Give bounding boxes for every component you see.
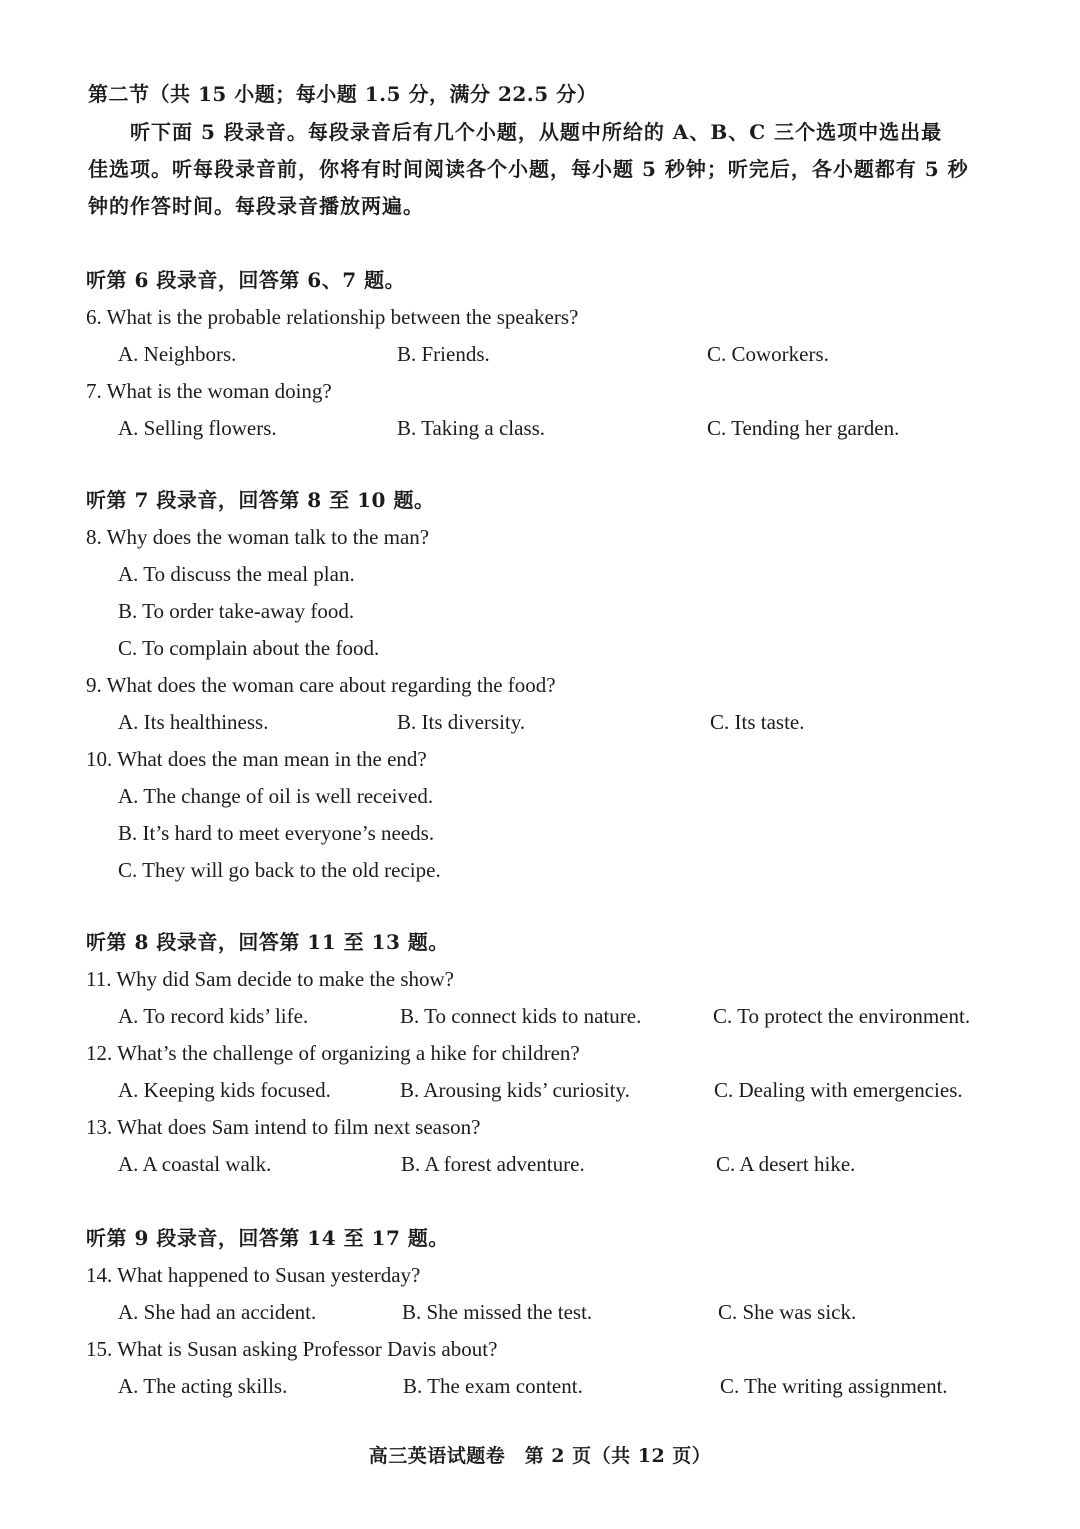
- q6-option-b: B. Friends.: [397, 342, 490, 366]
- question-11: 11. Why did Sam decide to make the show?: [86, 967, 455, 991]
- question-8: 8. Why does the woman talk to the man?: [86, 525, 430, 549]
- question-9: 9. What does the woman care about regarding the food?: [86, 673, 556, 697]
- q8-option-a: A. To discuss the meal plan.: [118, 562, 355, 586]
- q15-option-b: B. The exam content.: [403, 1374, 583, 1398]
- segment-8-heading: 听第 8 段录音，回答第 11 至 13 题。: [86, 930, 449, 954]
- q6-option-a: A. Neighbors.: [118, 342, 237, 366]
- question-7: 7. What is the woman doing?: [86, 379, 332, 403]
- q7-option-a: A. Selling flowers.: [118, 416, 277, 440]
- question-15: 15. What is Susan asking Professor Davis about?: [86, 1337, 498, 1361]
- q14-option-b: B. She missed the test.: [402, 1300, 593, 1324]
- instructions-line-1: 听下面 5 段录音。每段录音后有几个小题，从题中所给的 A、B、C 三个选项中选出最: [130, 120, 943, 144]
- instructions-line-2: 佳选项。听每段录音前，你将有时间阅读各个小题，每小题 5 秒钟；听完后，各小题都有 5 秒: [88, 157, 969, 181]
- instructions-line-3: 钟的作答时间。每段录音播放两遍。: [88, 194, 424, 218]
- q12-option-a: A. Keeping kids focused.: [118, 1078, 331, 1102]
- q10-option-a: A. The change of oil is well received.: [118, 784, 434, 808]
- q9-option-c: C. Its taste.: [710, 710, 805, 734]
- q6-option-c: C. Coworkers.: [707, 342, 829, 366]
- question-10: 10. What does the man mean in the end?: [86, 747, 427, 771]
- q9-option-a: A. Its healthiness.: [118, 710, 269, 734]
- segment-7-heading: 听第 7 段录音，回答第 8 至 10 题。: [86, 488, 435, 512]
- segment-6-heading: 听第 6 段录音，回答第 6、7 题。: [86, 268, 406, 292]
- q15-option-a: A. The acting skills.: [118, 1374, 288, 1398]
- question-13: 13. What does Sam intend to film next season?: [86, 1115, 481, 1139]
- q13-option-a: A. A coastal walk.: [118, 1152, 272, 1176]
- q8-option-c: C. To complain about the food.: [118, 636, 380, 660]
- q13-option-c: C. A desert hike.: [716, 1152, 856, 1176]
- q8-option-b: B. To order take-away food.: [118, 599, 355, 623]
- question-12: 12. What’s the challenge of organizing a hike for children?: [86, 1041, 580, 1065]
- q14-option-c: C. She was sick.: [718, 1300, 857, 1324]
- q9-option-b: B. Its diversity.: [397, 710, 526, 734]
- question-14: 14. What happened to Susan yesterday?: [86, 1263, 421, 1287]
- q12-option-c: C. Dealing with emergencies.: [714, 1078, 963, 1102]
- page-footer: 高三英语试题卷 第 2 页（共 12 页）: [368, 1445, 712, 1467]
- q11-option-b: B. To connect kids to nature.: [400, 1004, 642, 1028]
- q10-option-c: C. They will go back to the old recipe.: [118, 858, 441, 882]
- q15-option-c: C. The writing assignment.: [720, 1374, 948, 1398]
- q11-option-c: C. To protect the environment.: [713, 1004, 971, 1028]
- q7-option-b: B. Taking a class.: [397, 416, 546, 440]
- q12-option-b: B. Arousing kids’ curiosity.: [400, 1078, 630, 1102]
- segment-9-heading: 听第 9 段录音，回答第 14 至 17 题。: [86, 1226, 449, 1250]
- q10-option-b: B. It’s hard to meet everyone’s needs.: [118, 821, 435, 845]
- q14-option-a: A. She had an accident.: [118, 1300, 317, 1324]
- q11-option-a: A. To record kids’ life.: [118, 1004, 309, 1028]
- q7-option-c: C. Tending her garden.: [707, 416, 900, 440]
- q13-option-b: B. A forest adventure.: [401, 1152, 585, 1176]
- section-title: 第二节（共 15 小题；每小题 1.5 分，满分 22.5 分）: [88, 82, 598, 106]
- question-6: 6. What is the probable relationship between the speakers?: [86, 305, 579, 329]
